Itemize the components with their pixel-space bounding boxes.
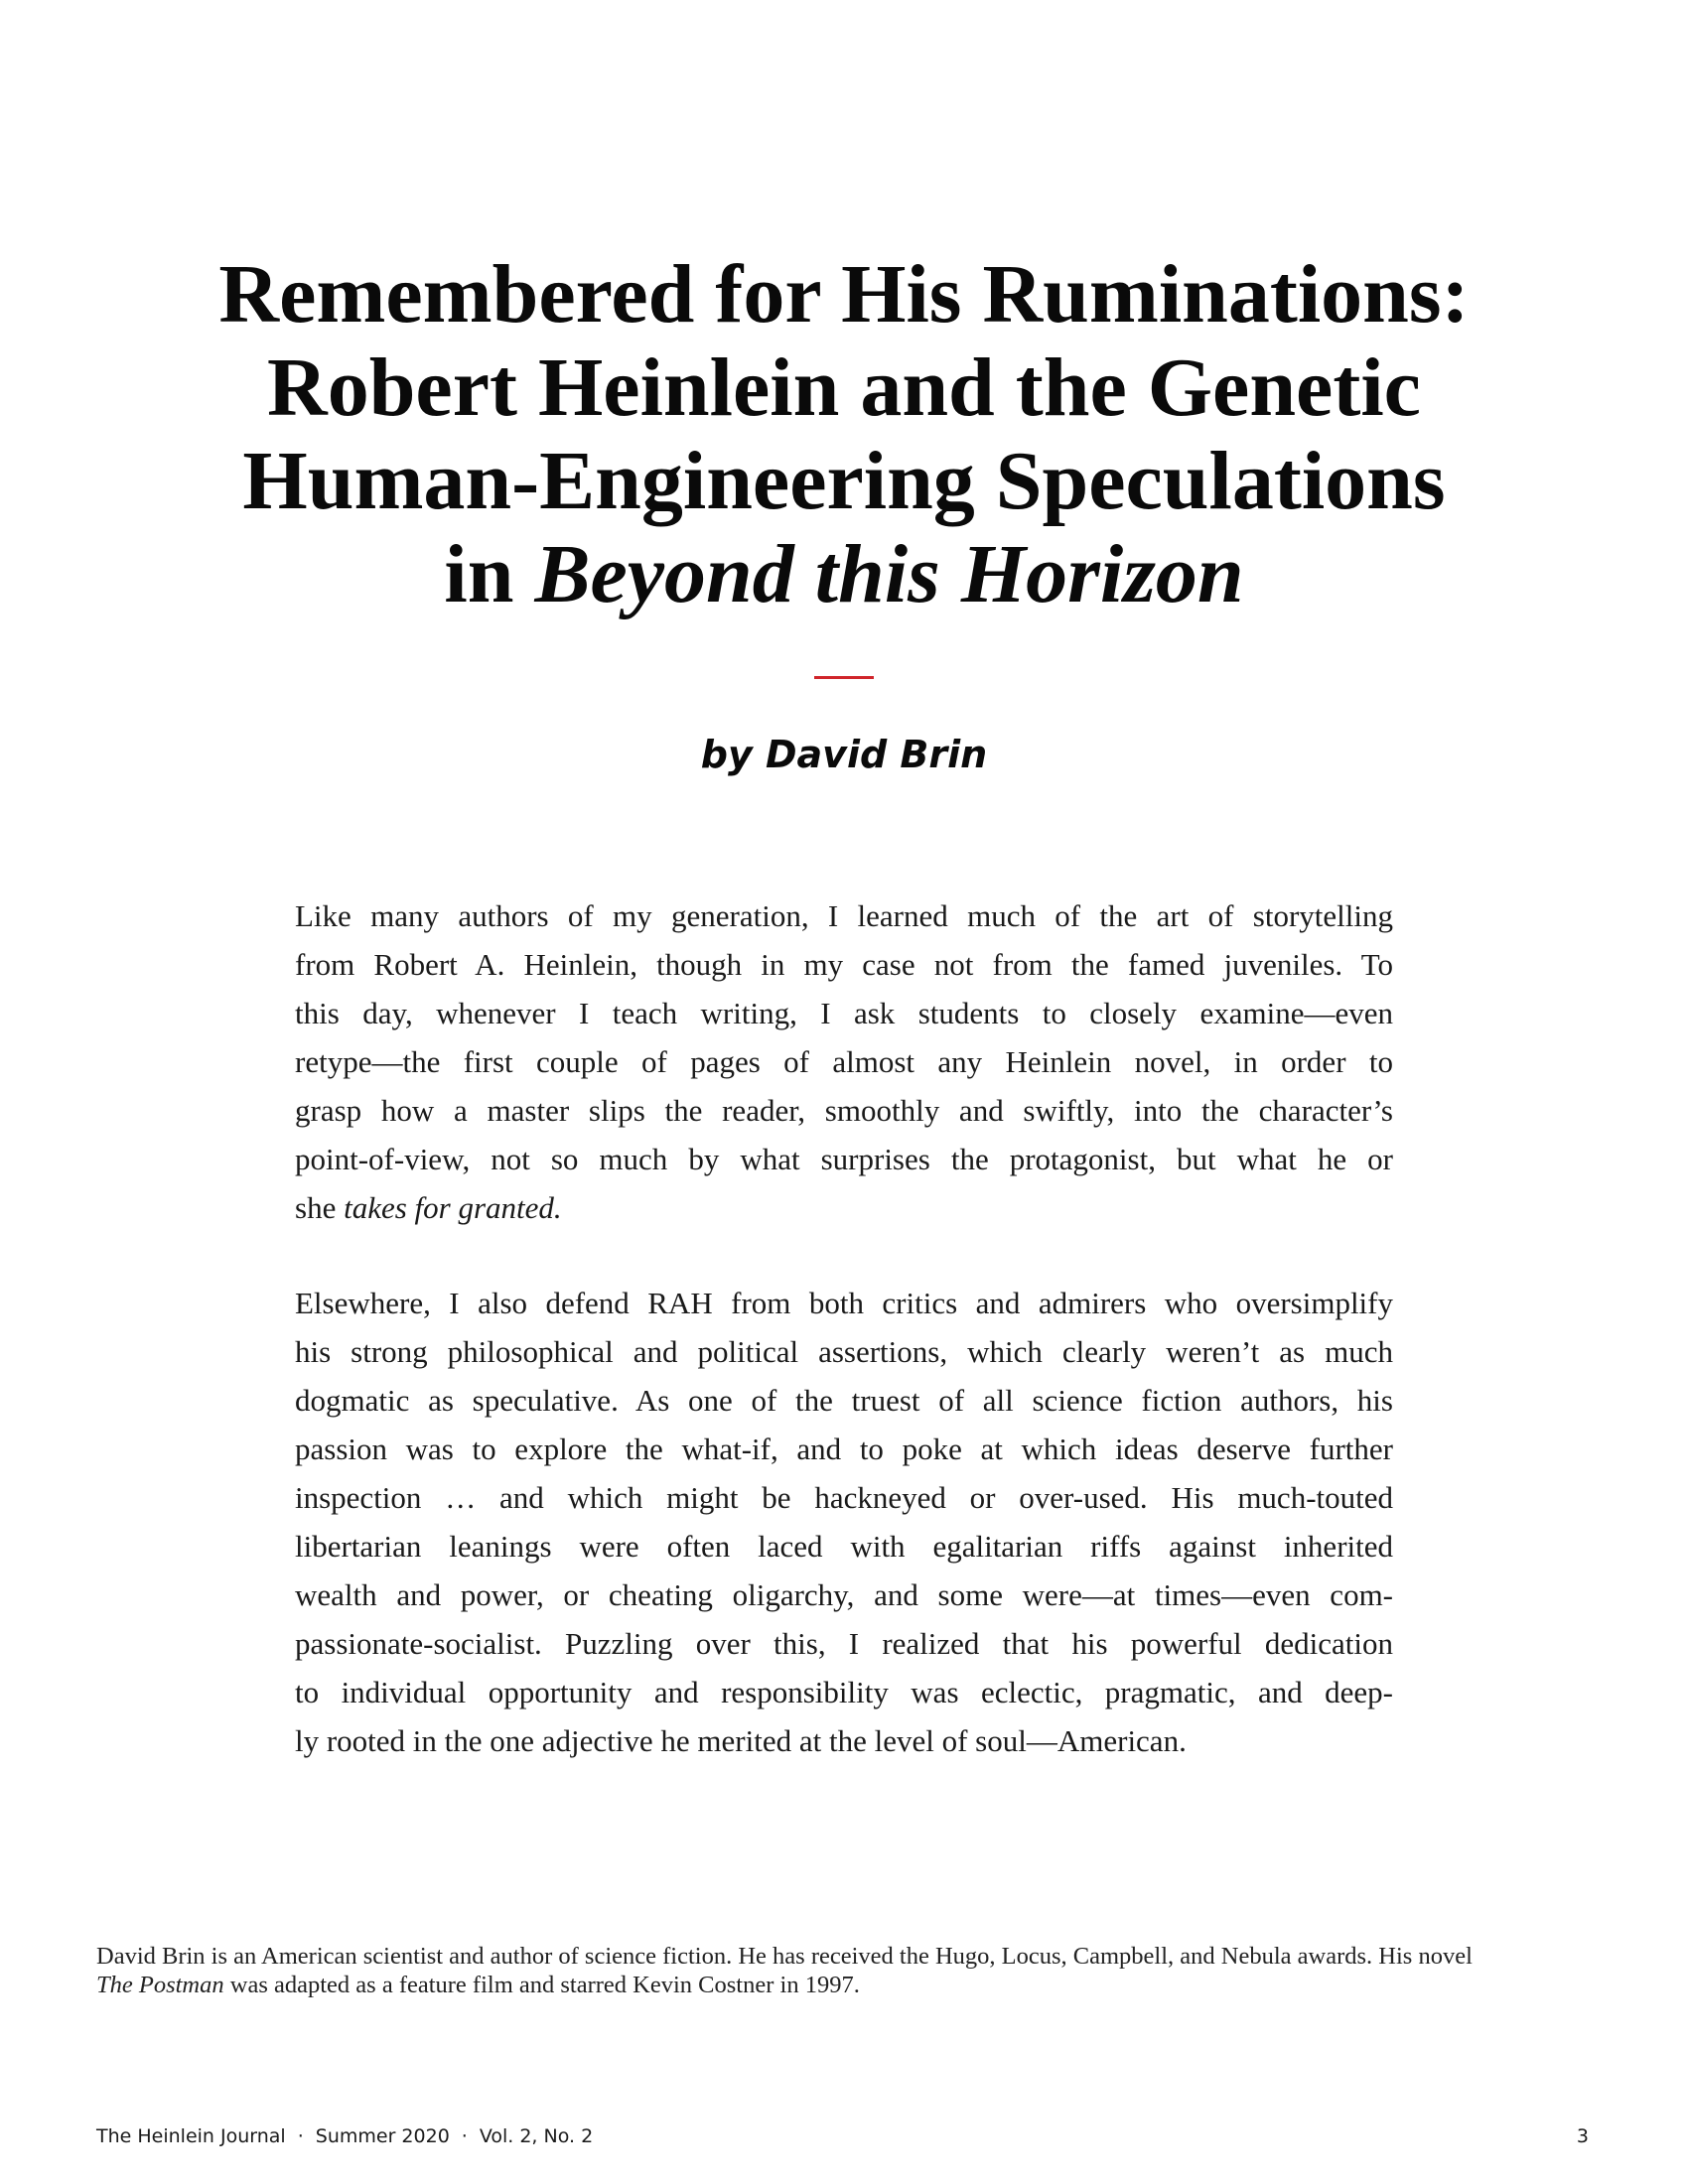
- author-bio: [96, 1942, 1566, 1999]
- body-line: passion was to explore the what-if, and to poke at which ideas deserve further: [295, 1432, 1393, 1466]
- title-line-4: [0, 528, 1688, 621]
- body-line: inspection … and which might be hackneyed or over-used. His much-touted: [295, 1480, 1393, 1515]
- running-footer: [96, 2124, 593, 2148]
- body-line: libertarian leanings were often laced with egalitarian riffs against inherited: [295, 1529, 1393, 1564]
- body-line: dogmatic as speculative. As one of the truest of all science fiction authors, his: [295, 1383, 1393, 1418]
- issue-volume: Vol. 2, No. 2: [479, 2125, 594, 2147]
- article-title: [0, 248, 1688, 621]
- body-line: passionate-socialist. Puzzling over this, I realized that his powerful dedication: [295, 1626, 1393, 1661]
- separator-dot: ·: [297, 2125, 304, 2147]
- title-line-3: Human-Engineering Speculations: [242, 435, 1446, 527]
- body-line: retype—the first couple of pages of almost any Heinlein novel, in order to: [295, 1044, 1393, 1079]
- bio-text: was adapted as a feature film and starred Kevin Costner in 1997.: [229, 1972, 860, 1998]
- emphasis-text: takes for granted.: [344, 1190, 562, 1225]
- body-line: grasp how a master slips the reader, smoothly and swiftly, into the character’s: [295, 1093, 1393, 1128]
- film-title: The Postman: [96, 1972, 224, 1998]
- body-line: his strong philosophical and political assertions, which clearly weren’t as much: [295, 1334, 1393, 1369]
- separator-dot: ·: [461, 2125, 468, 2147]
- body-line: Elsewhere, I also defend RAH from both critics and admirers who oversimplify: [295, 1286, 1393, 1320]
- book-title: Beyond this Horizon: [534, 528, 1244, 620]
- title-prefix: in: [444, 528, 514, 620]
- issue-season: Summer 2020: [315, 2125, 450, 2147]
- author-byline: by David Brin: [700, 733, 988, 776]
- title-line-2: Robert Heinlein and the Genetic: [267, 341, 1421, 434]
- paragraph-2: [295, 1279, 1393, 1765]
- body-line: Like many authors of my generation, I learned much of the art of storytelling: [295, 898, 1393, 933]
- title-divider-rule: [814, 676, 874, 679]
- body-text: she: [295, 1190, 337, 1225]
- body-line: this day, whenever I teach writing, I ask students to closely examine—even: [295, 996, 1393, 1030]
- bio-line-1: David Brin is an American scientist and author of science fiction. He has received the Hugo, Locus, Campbell, and Nebula awards. His novel: [96, 1943, 1473, 1970]
- body-line: ly rooted in the one adjective he merited at the level of soul—American.: [295, 1723, 1187, 1758]
- body-line: wealth and power, or cheating oligarchy, and some were—at times—even com-: [295, 1577, 1393, 1612]
- article-body: [295, 891, 1393, 1812]
- paragraph-1: [295, 891, 1393, 1232]
- body-line: to individual opportunity and responsibility was eclectic, pragmatic, and deep-: [295, 1675, 1393, 1709]
- body-line: from Robert A. Heinlein, though in my case not from the famed juveniles. To: [295, 947, 1393, 982]
- bio-line-2: [96, 1971, 1566, 1999]
- body-line: point-of-view, not so much by what surprises the protagonist, but what he or: [295, 1142, 1393, 1176]
- page-number: 3: [1576, 2125, 1589, 2147]
- journal-name: The Heinlein Journal: [96, 2125, 286, 2147]
- body-line: [295, 1183, 1393, 1232]
- title-line-1: Remembered for His Ruminations:: [218, 248, 1470, 341]
